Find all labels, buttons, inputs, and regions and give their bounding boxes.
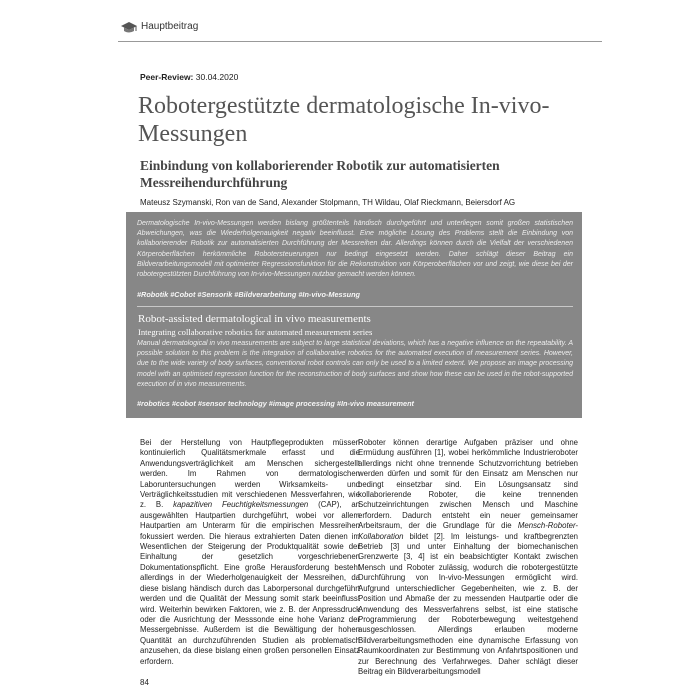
body-right-text-b: bildet [2]. Im leistungs- und kraftbegrenzten Betrieb [3] und unter Einhaltung der biomechanischen Grenzwerte [3, 4] ist ein beabsichtigter Kontakt zwischen Mensch und Roboter zulässig, wodurch die robotergestützte Durchführung von In-vivo-Messungen ermöglicht wird. Aufgrund unterschiedlicher Gegebenheiten, wie z. B. der Position und Abmaße der zu messenden Hautpartie oder die Anwendung des Messverfahrens selbst, ist eine statische Programmierung der Roboterbewegung weitestgehend ausgeschlossen. Allerdings erlauben moderne Bildverarbeitungsmethoden eine dynamische Erfassung von Raumkoordinaten zur Bestimmung von Anfahrtspositionen und zur Berechnung des Verfahrweges. Daher schlägt dieser Beitrag ein Bildverarbeitungsmodell xyxy=(358,531,578,676)
body-column-left xyxy=(140,438,360,667)
article-subtitle: Einbindung von kollaborierender Robotik zur automatisierten Messreihendurchführung xyxy=(140,158,500,190)
peer-review-date: 30.04.2020 xyxy=(195,72,239,82)
mortarboard-icon xyxy=(120,21,138,35)
body-left-emphasis: kapazitiven Feuchtigkeitsmessungen xyxy=(173,500,309,510)
body-right-emphasis: Mensch-Roboter-Kollaboration xyxy=(358,521,578,541)
section-label: Hauptbeitrag xyxy=(141,21,199,32)
peer-review-label: Peer-Review: xyxy=(140,72,194,82)
article-title: Robotergestützte dermatologische In-vivo-Messungen xyxy=(138,93,550,147)
keywords-english: #robotics #cobot #sensor technology #image processing #In-vivo measurement xyxy=(137,399,414,408)
body-column-right xyxy=(358,438,578,677)
page-number: 84 xyxy=(140,678,149,687)
keywords-german: #Robotik #Cobot #Sensorik #Bildverarbeitung #In-vivo-Messung xyxy=(137,290,361,299)
header-divider xyxy=(118,41,602,42)
body-left-text-b: (CAP), an ausgewählten Hautpartien durchgeführt, wobei vor allem Hautpartien am Unterarm für die empirischen Messreihen fokussiert werden. Die hieraus extrahierten Daten dienen im Wesentlichen der Steigerung der Produktqualität sowie der Einhaltung der gesetzlich vorgeschriebenen Dokumentationspflicht. Eine große Herausforderung besteht allerdings in der Wiederholgenauigkeit der Messreihen, da diese bislang händisch durch das Laborpersonal durchgeführt werden und die Qualität der Messung somit stark beeinflusst wird. Weiterhin bewirken Faktoren, wie z. B. der Anpressdruck oder die Ausrichtung der Messsonde eine hohe Varianz der Messergebnisse. Außerdem ist die Bewältigung der hohen Quantität an durchzuführenden Studien als problematisch anzusehen, da diese bislang einen großen personellen Einsatz erfordern. xyxy=(140,500,361,666)
article-authors: Mateusz Szymanski, Ron van de Sand, Alexander Stolpmann, TH Wildau, Olaf Rieckmann, Beiersdorf AG xyxy=(140,198,516,207)
peer-review-line xyxy=(140,72,238,82)
abstract-divider xyxy=(137,306,573,307)
body-left-text-a: Bei der Herstellung von Hautpflegeprodukten müssen kontinuierlich Qualitätsmerkmale erfasst und die Anwendungsverträglichkeit am Menschen sichergestellt werden. Im Rahmen von dermatologischen Laboruntersuchungen werden Wirksamkeits- und Verträglichkeitsstudien mit verschiedenen Messverfahren, wie z. B. xyxy=(140,438,360,510)
english-subtitle: Integrating collaborative robotics for automated measurement series xyxy=(138,327,373,337)
abstract-english: Manual dermatological in vivo measurements are subject to large statistical deviations, which has a negative influence on the repeatability. A possible solution to this problem is the integration of collaborative robotics for the automated execution of measurement series. However, due to the wide variety of body surfaces, conventional robot controls can only be used to a limited extent. We propose an image processing model with an optimised regression function for the reconstruction of body surfaces and show how these can be used in the robot-supported execution of in vivo measurements. xyxy=(137,340,573,388)
body-right-text-a: Roboter können derartige Aufgaben präziser und ohne Ermüdung ausführen [1], wobei herkömmliche Industrieroboter allerdings nicht ohne trennende Schutzvorrichtung betrieben werden dürfen und somit für den Einsatz am Menschen nur bedingt einsetzbar sind. Ein Lösungsansatz sind kollaborierende Roboter, die keine trennenden Schutzeinrichtungen zwischen Mensch und Maschine erfordern. Dadurch entsteht ein neuer gemeinsamer Arbeitsraum, der die Grundlage für die xyxy=(358,438,578,531)
abstract-german: Dermatologische In-vivo-Messungen werden bislang größtenteils händisch durchgeführt und unterliegen somit großen statistischen Abweichungen, was die Wiederholgenauigkeit negativ beeinflusst. Eine mögliche Lösung des Problems stellt die Einbindung von kollaborierender Robotik zur automatisierten Durchführung der Messreihen dar. Allerdings können durch die Vielfalt der verschiedenen Körperoberflächen herkömmliche Robotersteuerungen nur bedingt eingesetzt werden. Daher schlägt dieser Beitrag ein Bildverarbeitungsmodell mit optimierter Regressionsfunktion für die Rekonstruktion von Körperoberflächen vor und zeigt, wie diese bei der robotergestützten Durchführung von In-vivo-Messungen nutzbar gemacht werden können. xyxy=(137,220,573,279)
english-title: Robot-assisted dermatological in vivo measurements xyxy=(138,313,371,325)
